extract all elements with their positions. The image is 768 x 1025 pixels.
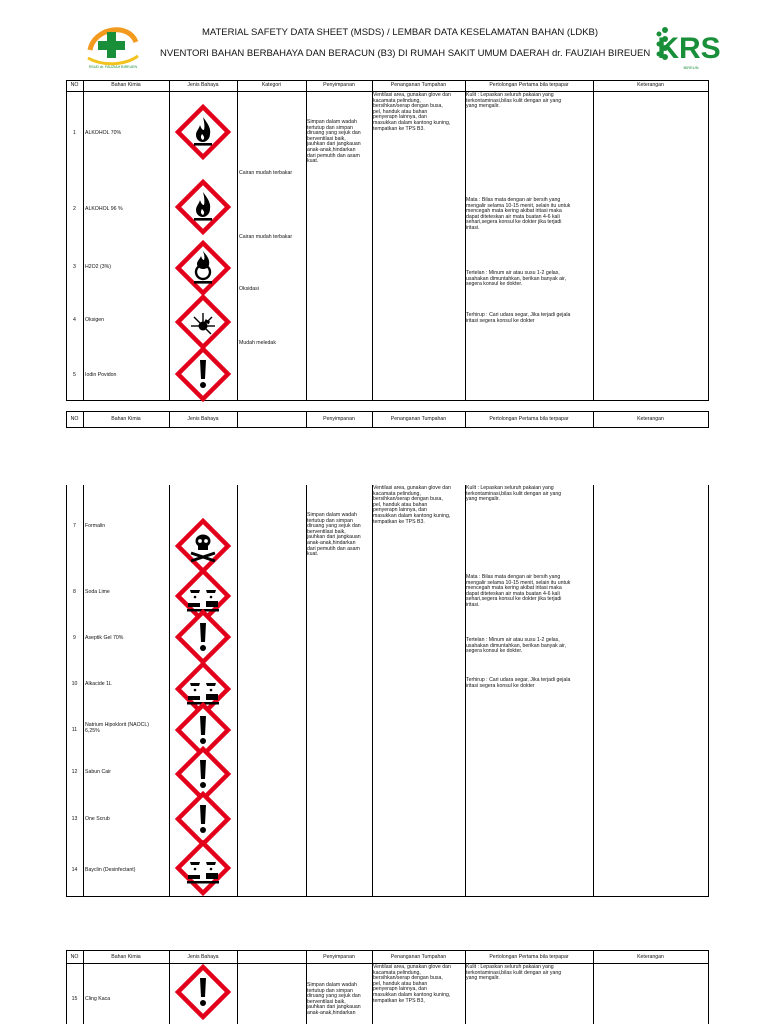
row-name: ALKOHOL 70% — [85, 130, 122, 136]
skull-icon — [175, 518, 231, 574]
col-no-header: NO — [70, 954, 79, 960]
oxidizer-icon — [175, 240, 231, 296]
row-name: ALKOHOL 96 % — [85, 206, 123, 212]
kategori-value: Oksidasi — [239, 286, 259, 292]
row-name: Soda Lime — [85, 589, 110, 595]
row-no: 11 — [71, 727, 78, 733]
row-no: 4 — [73, 317, 76, 323]
explosive-icon — [175, 294, 231, 350]
row-name: H2O2 (3%) — [85, 264, 111, 270]
col-pertolongan-header: Pertolongan Pertama bila terpapar — [489, 416, 569, 422]
exclamation-icon — [175, 964, 231, 1020]
exclamation-icon — [175, 791, 231, 847]
col-bahan-header: Bahan Kimia — [111, 82, 141, 88]
kategori-value: Mudah meledak — [239, 340, 276, 346]
row-no: 5 — [73, 372, 76, 378]
penyimpanan-text: Simpan dalam wadah tertutup dan simpan diruang yang sejuk dan berventilasi baik, jauhkan dari jangkauan anak-anak,hindarkan — [307, 982, 361, 1016]
col-jenis-header: Jenis Bahaya — [187, 82, 219, 88]
row-no: 12 — [71, 769, 78, 775]
col-kategori-header: Kategori — [261, 82, 282, 88]
pertolongan-tertelan: Tertelan : Minum air atau susu 1-2 gelas, usahakan dimuntahkan, berikan banyak air, segera konsul ke dokter. — [466, 637, 567, 655]
exclamation-icon — [175, 346, 231, 402]
col-penyimpanan-header: Penyimpanan — [323, 416, 355, 422]
row-name: Bayclin (Desinfectant) — [85, 867, 136, 873]
col-jenis-header: Jenis Bahaya — [187, 416, 219, 422]
flammable-icon — [175, 104, 231, 160]
row-name: Iodin Povidon — [85, 372, 117, 378]
pertolongan-kulit: Kulit : Lepaskan seluruh pakaian yang terkontaminasi,bilas kulit dengan air yang yang mengalir. — [466, 964, 562, 982]
logo-left-text: RSUD dr. FAUZIAH BIREUEN — [88, 65, 138, 69]
exclamation-icon — [175, 609, 231, 665]
pertolongan-mata: Mata : Bilas mata dengan air bersih yang mengalir selama 10-15 menit, selain itu untuk mencegah mata kering akibat iritasi maka dapat diteteskan air mata buatan 4-6 kali sehari,segera konsul ke dokter jika terjadi iritasi. — [466, 197, 571, 231]
penyimpanan-text: Simpan dalam wadah tertutup dan simpan diruang yang sejuk dan berventilasi baik, jauhkan dari jangkauan anak-anak,hindarkan dari pemutih dan asam kuat. — [307, 119, 361, 165]
row-no: 7 — [73, 523, 76, 529]
pertolongan-mata: Mata : Bilas mata dengan air bersih yang mengalir selama 10-15 menit, selain itu untuk mencegah mata kering akibat iritasi maka dapat diteteskan air mata buatan 4-6 kali sehari,segera konsul ke dokter jika terjadi iritasi. — [466, 574, 571, 608]
col-tumpahan-header: Penanganan Tumpahan — [390, 82, 447, 88]
col-penyimpanan-header: Penyimpanan — [323, 82, 355, 88]
row-no: 1 — [73, 130, 76, 136]
col-tumpahan-header: Penanganan Tumpahan — [390, 416, 447, 422]
row-no: 2 — [73, 206, 76, 212]
col-jenis-header: Jenis Bahaya — [187, 954, 219, 960]
row-no: 9 — [73, 635, 76, 641]
col-no-header: NO — [70, 82, 79, 88]
col-bahan-header: Bahan Kimia — [111, 416, 141, 422]
logo-right-text: KRS — [657, 32, 721, 65]
col-no-header: NO — [70, 416, 79, 422]
col-keterangan-header: Keterangan — [637, 416, 664, 422]
flammable-icon — [175, 179, 231, 235]
col-pertolongan-header: Pertolongan Pertama bila terpapar — [489, 954, 569, 960]
penyimpanan-text: Simpan dalam wadah tertutup dan simpan diruang yang sejuk dan berventilasi baik, jauhkan dari jangkauan anak-anak,hindarkan dari pemutih dan asam kuat. — [307, 512, 361, 558]
tumpahan-text: Ventilasi area, gunakan glove dan kacamata pelindung, bersihkan/serap dengan busa, pel, handuk atau bahan penyerapn lainnya, dan masukkan dalam kantong kuning, tempatkan ke TPS B3. — [373, 92, 451, 132]
row-name: Aseptik Gel 70% — [85, 635, 124, 641]
row-no: 15 — [71, 996, 78, 1002]
row-no: 10 — [71, 681, 78, 687]
row-name: Alkacide 1L — [85, 681, 112, 687]
pertolongan-tertelan: Tertelan : Minum air atau susu 1-2 gelas, usahakan dimuntahkan, berikan banyak air, segera konsul ke dokter. — [466, 270, 567, 288]
tumpahan-text: Ventilasi area, gunakan glove dan kacamata pelindung, bersihkan/serap dengan busa, pel, handuk atau bahan penyerapn lainnya, dan masukkan dalam kantong kuning, tempatkan ke TPS B3. — [373, 485, 451, 525]
col-keterangan-header: Keterangan — [637, 954, 664, 960]
col-tumpahan-header: Penanganan Tumpahan — [390, 954, 447, 960]
col-keterangan-header: Keterangan — [637, 82, 664, 88]
kategori-value: Cairan mudah terbakar — [239, 170, 293, 176]
col-penyimpanan-header: Penyimpanan — [323, 954, 355, 960]
row-no: 14 — [71, 867, 78, 873]
row-no: 3 — [73, 264, 76, 270]
hospital-logo-right — [655, 20, 721, 72]
row-name: Cling Kaca — [85, 996, 111, 1002]
row-name: Formalin — [85, 523, 106, 529]
logo-right-sub: BIREUN — [683, 65, 699, 70]
hospital-logo-left — [84, 20, 142, 72]
row-name: Natrium Hipoklorit (NAOCL) 6,25% — [85, 722, 149, 734]
row-no: 13 — [71, 816, 78, 822]
row-name: Oksigen — [85, 317, 105, 323]
pertolongan-kulit: Kulit : Lepaskan seluruh pakaian yang terkontaminasi,bilas kulit dengan air yang yang mengalir. — [466, 485, 562, 503]
row-no: 8 — [73, 589, 76, 595]
row-name: Sabun Cair — [85, 769, 111, 775]
tumpahan-text: Ventilasi area, gunakan glove dan kacamata pelindung, bersihkan/serap dengan busa, pel, handuk atau bahan penyerapn lainnya, dan masukkan dalam kantong kuning, tempatkan ke TPS B3, — [373, 964, 451, 1004]
document-subtitle: NVENTORI BAHAN BERBAHAYA DAN BERACUN (B3) DI RUMAH SAKIT UMUM DAERAH dr. FAUZIAH BIREUEN — [160, 48, 651, 59]
kategori-value: Cairan mudah terbakar — [239, 234, 293, 240]
pertolongan-terhirup: Terhirup : Cari udara segar, Jika terjadi gejala iritasi segera konsul ke dokter — [466, 677, 571, 689]
document-title: MATERIAL SAFETY DATA SHEET (MSDS) / LEMBAR DATA KESELAMATAN BAHAN (LDKB) — [201, 27, 599, 38]
pertolongan-terhirup: Terhirup : Cari udara segar, Jika terjadi gejala iritasi segera konsul ke dokter — [466, 312, 571, 324]
row-name: One Scrub — [85, 816, 110, 822]
col-bahan-header: Bahan Kimia — [111, 954, 141, 960]
col-pertolongan-header: Pertolongan Pertama bila terpapar — [489, 82, 569, 88]
corrosive-icon — [175, 840, 231, 896]
pertolongan-kulit: Kulit : Lepaskan seluruh pakaian yang terkontaminasi,bilas kulit dengan air yang yang mengalir. — [466, 92, 562, 110]
